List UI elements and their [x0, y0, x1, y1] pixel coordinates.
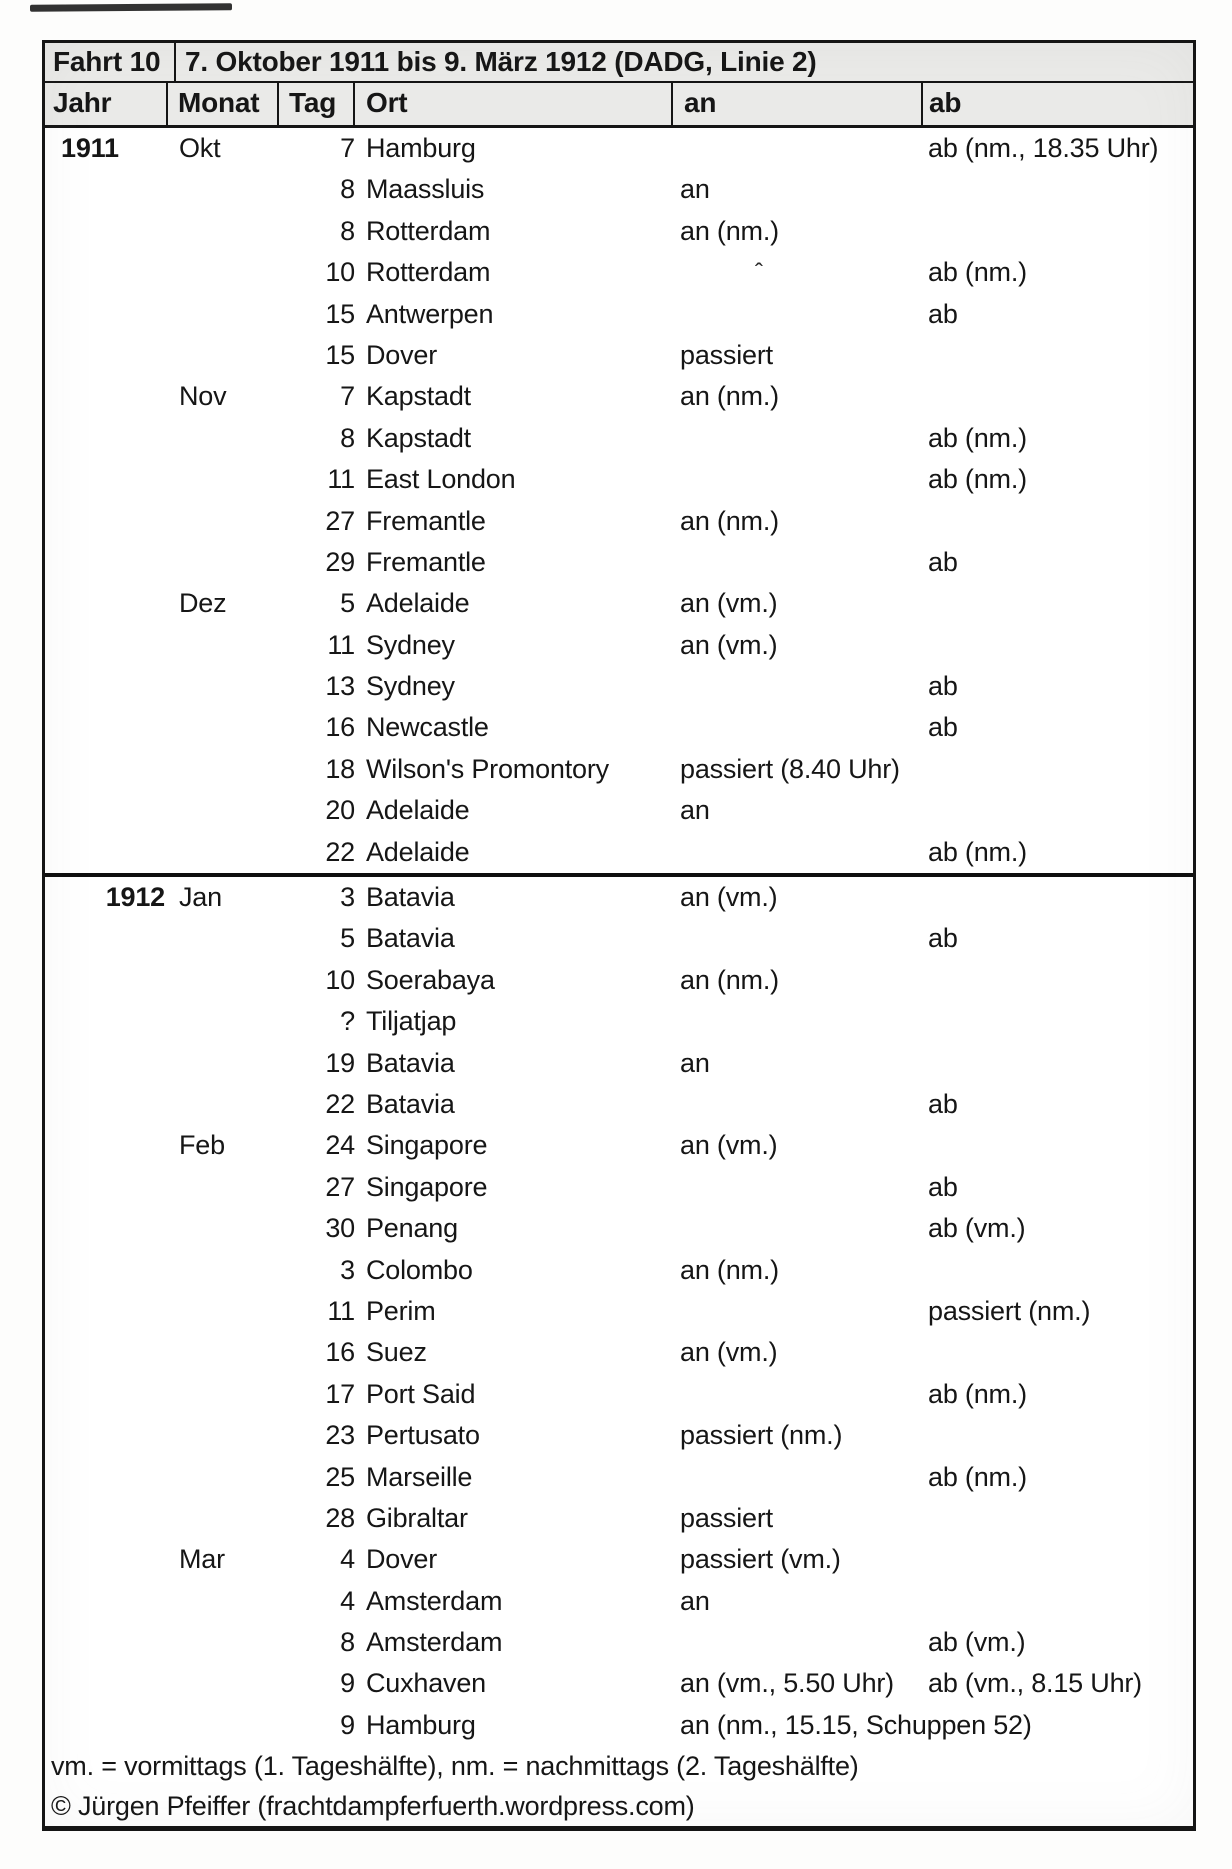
cell-ab: passiert (nm.) — [928, 1295, 1091, 1326]
cell-tag: 16 — [325, 712, 355, 743]
table-row — [45, 1250, 1193, 1291]
table-row — [45, 376, 1193, 417]
cell-ort: Kapstadt — [366, 422, 471, 453]
table-row — [45, 918, 1193, 959]
table-row — [45, 960, 1193, 1001]
column-header-monat: Monat — [168, 83, 279, 125]
cell-ort: Marseille — [366, 1461, 473, 1492]
cell-monat: Jan — [179, 882, 222, 913]
table-row — [45, 583, 1193, 624]
cell-an: passiert (8.40 Uhr) — [680, 753, 900, 784]
cell-tag: 17 — [325, 1378, 355, 1409]
title-row — [45, 43, 1193, 83]
table-row — [45, 1539, 1193, 1580]
table-row — [45, 790, 1193, 831]
cell-ab: ab (vm., 8.15 Uhr) — [928, 1668, 1142, 1699]
table-row — [45, 252, 1193, 293]
table-row — [45, 1498, 1193, 1539]
table-row — [45, 877, 1193, 918]
cell-an: an — [680, 1047, 710, 1078]
table-row — [45, 707, 1193, 748]
table-row — [45, 666, 1193, 707]
section-1911 — [45, 128, 1193, 873]
cell-jahr: 1912 — [105, 882, 165, 913]
cell-ab: ab (nm.) — [928, 257, 1027, 288]
table-row — [45, 1581, 1193, 1622]
table-row — [45, 1001, 1193, 1042]
table-row — [45, 1705, 1193, 1746]
cell-an: passiert (vm.) — [680, 1544, 841, 1575]
cell-an: an (nm.) — [680, 1254, 779, 1285]
cell-ort: Amsterdam — [366, 1585, 503, 1616]
table-row — [45, 1622, 1193, 1663]
section-1912 — [45, 873, 1193, 1746]
table-row — [45, 1663, 1193, 1704]
cell-an: an (nm.) — [680, 505, 779, 536]
cell-ort: Fremantle — [366, 546, 486, 577]
cell-tag: 10 — [325, 257, 355, 288]
table-row — [45, 501, 1193, 542]
cell-ort: Kapstadt — [366, 381, 471, 412]
cell-ort: Batavia — [366, 882, 455, 913]
table-row — [45, 459, 1193, 500]
cell-tag: 18 — [325, 753, 355, 784]
column-header-ort: Ort — [355, 83, 673, 125]
table-row — [45, 128, 1193, 169]
table-row — [45, 1125, 1193, 1166]
cell-tag: 23 — [325, 1420, 355, 1451]
cell-tag: 15 — [325, 298, 355, 329]
cell-an: an (vm.) — [680, 1130, 778, 1161]
voyage-number: Fahrt 10 — [45, 43, 176, 81]
cell-tag: 11 — [327, 629, 355, 660]
table-row — [45, 1043, 1193, 1084]
cell-ab: ab (nm.) — [928, 1378, 1027, 1409]
cell-an: an (nm.) — [680, 964, 779, 995]
column-header-ab: ab — [929, 87, 962, 118]
table-row — [45, 1167, 1193, 1208]
cell-tag: 28 — [325, 1502, 355, 1533]
cell-tag: 27 — [325, 1171, 355, 1202]
cell-an: passiert — [680, 339, 773, 370]
cell-ort: Adelaide — [366, 588, 470, 619]
voyage-table — [42, 40, 1196, 1831]
cell-tag: 19 — [325, 1047, 355, 1078]
cell-ort: Newcastle — [366, 712, 489, 743]
cell-monat: Feb — [179, 1130, 225, 1161]
cell-ort: Singapore — [366, 1130, 488, 1161]
cell-an: an — [680, 795, 710, 826]
cell-ort: Batavia — [366, 923, 455, 954]
cell-ab: ab (nm., 18.35 Uhr) — [928, 133, 1159, 163]
cell-ort: Antwerpen — [366, 298, 494, 329]
cell-ort: Suez — [366, 1337, 427, 1368]
cell-tag: 4 — [340, 1544, 355, 1575]
cell-ort: Perim — [366, 1295, 436, 1326]
cell-tag: 11 — [327, 464, 355, 495]
cell-ort: Rotterdam — [366, 215, 491, 246]
cell-ort: Sydney — [366, 671, 455, 702]
cell-ort: Tiljatjap — [366, 1006, 457, 1037]
table-row — [45, 1332, 1193, 1373]
cell-ort: Soerabaya — [366, 964, 495, 995]
table-row — [45, 1457, 1193, 1498]
table-row — [45, 418, 1193, 459]
cell-ort: Adelaide — [366, 836, 470, 867]
cell-ab: ab (vm.) — [928, 1627, 1026, 1658]
table-row — [45, 1291, 1193, 1332]
cell-an: an (nm., 15.15, Schuppen 52) — [680, 1709, 1032, 1740]
cell-tag: 8 — [340, 1627, 355, 1658]
cell-tag: 16 — [325, 1337, 355, 1368]
cell-ort: Singapore — [366, 1171, 488, 1202]
cell-ab: ab (nm.) — [928, 1461, 1027, 1492]
scan-artifact-caret: ˆ — [755, 259, 763, 287]
cell-ab: ab — [928, 1171, 958, 1202]
cell-tag: 5 — [340, 588, 355, 619]
cell-monat: Dez — [179, 588, 227, 619]
cell-ab: ab — [928, 671, 958, 702]
cell-ab: ab — [928, 546, 958, 577]
table-row — [45, 749, 1193, 790]
cell-ort: Amsterdam — [366, 1627, 503, 1658]
table-row — [45, 1415, 1193, 1456]
table-row — [45, 294, 1193, 335]
cell-an: an (vm.) — [680, 629, 778, 660]
cell-ab: ab — [928, 298, 958, 329]
column-header-an: an — [673, 83, 923, 125]
cell-an: an (vm.) — [680, 882, 778, 913]
cell-tag: 8 — [340, 215, 355, 246]
column-header-jahr: Jahr — [45, 83, 168, 125]
cell-an: an (vm.) — [680, 1337, 778, 1368]
cell-ab: ab — [928, 712, 958, 743]
table-row — [45, 1084, 1193, 1125]
table-row — [45, 1208, 1193, 1249]
voyage-date-range: 7. Oktober 1911 bis 9. März 1912 (DADG, Linie 2) — [185, 46, 817, 77]
cell-tag: 10 — [325, 964, 355, 995]
cell-tag: ? — [340, 1006, 355, 1037]
cell-tag: 20 — [325, 795, 355, 826]
column-header-tag: Tag — [279, 83, 355, 125]
cell-ort: Cuxhaven — [366, 1668, 486, 1699]
cell-ort: Batavia — [366, 1047, 455, 1078]
cell-ort: Fremantle — [366, 505, 486, 536]
scan-artifact-line — [30, 3, 232, 11]
cell-ort: Penang — [366, 1213, 458, 1244]
table-row — [45, 1374, 1193, 1415]
cell-ort: Batavia — [366, 1088, 455, 1119]
header-row — [45, 83, 1193, 128]
cell-tag: 5 — [340, 923, 355, 954]
cell-tag: 15 — [325, 339, 355, 370]
cell-ort: Dover — [366, 339, 438, 370]
cell-tag: 8 — [340, 174, 355, 205]
cell-tag: 30 — [325, 1213, 355, 1244]
cell-tag: 22 — [325, 1088, 355, 1119]
cell-an: an — [680, 1585, 710, 1616]
cell-an: an (vm.) — [680, 588, 778, 619]
table-row — [45, 832, 1193, 873]
cell-tag: 29 — [325, 546, 355, 577]
cell-tag: 3 — [340, 1254, 355, 1285]
table-row — [45, 335, 1193, 376]
cell-an: passiert (nm.) — [680, 1420, 843, 1451]
cell-tag: 13 — [325, 671, 355, 702]
footer-copyright: © Jürgen Pfeiffer (frachtdampferfuerth.wordpress.com) — [51, 1791, 695, 1822]
cell-ort: Sydney — [366, 629, 455, 660]
cell-tag: 27 — [325, 505, 355, 536]
cell-jahr: 1911 — [61, 133, 119, 163]
table-row — [45, 625, 1193, 666]
cell-ab: ab (nm.) — [928, 464, 1027, 495]
cell-ort: Wilson's Promontory — [366, 753, 609, 784]
cell-tag: 9 — [340, 1668, 355, 1699]
cell-ab: ab — [928, 1088, 958, 1119]
cell-tag: 7 — [340, 133, 355, 163]
cell-monat: Mar — [179, 1544, 225, 1575]
table-row — [45, 542, 1193, 583]
cell-an: passiert — [680, 1502, 773, 1533]
cell-ort: Gibraltar — [366, 1502, 468, 1533]
cell-ort: Dover — [366, 1544, 438, 1575]
cell-tag: 24 — [325, 1130, 355, 1161]
footer-legend: vm. = vormittags (1. Tageshälfte), nm. = nachmittags (2. Tageshälfte) — [51, 1751, 859, 1782]
cell-ab: ab (nm.) — [928, 836, 1027, 867]
cell-tag: 22 — [325, 836, 355, 867]
cell-monat: Nov — [179, 381, 227, 412]
cell-ab: ab (vm.) — [928, 1213, 1026, 1244]
cell-an: an (nm.) — [680, 215, 779, 246]
cell-ort: East London — [366, 464, 516, 495]
cell-an: an (nm.) — [680, 381, 779, 412]
cell-ab: ab (nm.) — [928, 422, 1027, 453]
cell-ort: Hamburg — [366, 1709, 476, 1740]
table-row — [45, 169, 1193, 210]
cell-ort: Colombo — [366, 1254, 473, 1285]
cell-tag: 4 — [340, 1585, 355, 1616]
cell-tag: 3 — [340, 882, 355, 913]
cell-monat: Okt — [179, 133, 221, 163]
cell-ort: Rotterdam — [366, 257, 491, 288]
cell-tag: 8 — [340, 422, 355, 453]
table-row — [45, 211, 1193, 252]
cell-ort: Port Said — [366, 1378, 476, 1409]
cell-ort: Pertusato — [366, 1420, 480, 1451]
cell-tag: 25 — [325, 1461, 355, 1492]
cell-tag: 9 — [340, 1709, 355, 1740]
cell-an: an (vm., 5.50 Uhr) — [680, 1668, 894, 1699]
cell-ort: Hamburg — [366, 133, 476, 163]
cell-ort: Maassluis — [366, 174, 485, 205]
cell-tag: 7 — [340, 381, 355, 412]
cell-tag: 11 — [327, 1295, 355, 1326]
cell-ort: Adelaide — [366, 795, 470, 826]
cell-an: an — [680, 174, 710, 205]
cell-ab: ab — [928, 923, 958, 954]
